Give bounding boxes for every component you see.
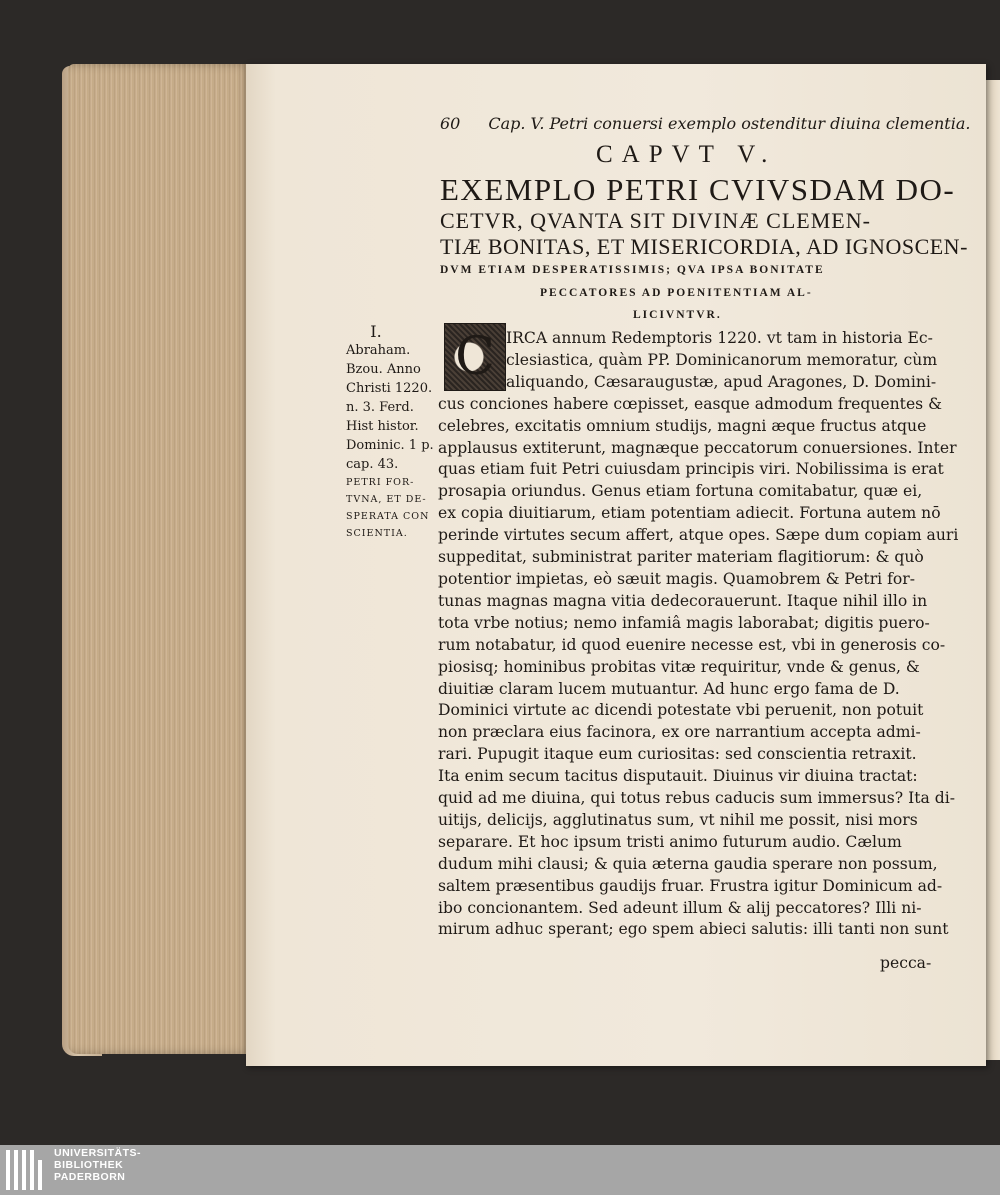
body-line: ibo concionantem. Sed adeunt illum & alij peccatores? Illi ni- [438, 898, 922, 917]
marginal-line: n. 3. Ferd. [346, 400, 414, 415]
marginal-line: Abraham. [346, 343, 411, 358]
body-line: quas etiam fuit Petri cuiusdam principis viri. Nobilissima is erat [438, 460, 944, 479]
marginal-note [346, 322, 434, 542]
marginal-line: Christi 1220. [346, 381, 433, 396]
library-name [54, 1147, 141, 1183]
library-logo-icon [6, 1150, 46, 1190]
body-text [438, 328, 958, 941]
library-name-line: PADERBORN [54, 1171, 126, 1183]
body-line: non præclara eius facinora, ex ore narrantium accepta admi- [438, 723, 921, 742]
body-line: tunas magnas magna vitia dedecorauerunt. Itaque nihil illo in [438, 591, 928, 610]
body-line: aliquando, Cæsaraugustæ, apud Aragones, D. Domini- [506, 372, 937, 391]
body-line: cus conciones habere cœpisset, easque admodum frequentes & [438, 394, 943, 413]
running-head [440, 114, 970, 133]
marginal-line: Dominic. 1 p. [346, 438, 434, 453]
body-line: Ita enim secum tacitus disputauit. Diuinus vir diuina tractat: [438, 767, 918, 786]
heading-line: EXEMPLO PETRI CVIVSDAM DO- [440, 172, 956, 207]
body-line: potentior impietas, eò sæuit magis. Quamobrem & Petri for- [438, 569, 915, 588]
catchword: pecca- [880, 954, 932, 972]
body-line: ex copia diuitiarum, etiam potentiam adiecit. Fortuna autem nō [438, 504, 941, 523]
body-line: rum notabatur, id quod euenire necesse est, vbi in generosis co- [438, 635, 946, 654]
page-number: 60 [440, 114, 461, 133]
marginal-smallcaps-line: SPERATA CON [346, 511, 430, 522]
marginal-number: I. [370, 322, 382, 341]
library-footer-bar [0, 1145, 1000, 1195]
body-line: Dominici virtute ac dicendi potestate vbi peruenit, non potuit [438, 701, 924, 720]
running-head-text: Cap. V. Petri conuersi exemplo ostenditur diuina clementia. [488, 114, 971, 133]
body-line: IRCA annum Redemptoris 1220. vt tam in historia Ec- [506, 329, 933, 347]
body-line: tota vrbe notius; nemo infamiâ magis laborabat; digitis puero- [438, 613, 930, 632]
heading-line: TIÆ BONITAS, ET MISERICORDIA, AD IGNOSCEN- [440, 234, 968, 259]
library-name-line: BIBLIOTHEK [54, 1159, 124, 1171]
heading-line: LICIVNTVR. [633, 309, 722, 321]
body-line: separare. Et hoc ipsum tristi animo futurum audio. Cælum [438, 832, 902, 851]
body-line: rari. Pupugit itaque eum curiositas: sed conscientia retraxit. [438, 745, 917, 764]
body-line: celebres, excitatis omnium studijs, magni æque fructus atque [438, 416, 927, 435]
body-line: dudum mihi clausi; & quia æterna gaudia sperare non possum, [438, 854, 938, 873]
body-line: clesiastica, quàm PP. Dominicanorum memoratur, cùm [506, 350, 938, 369]
body-line: saltem præsentibus gaudijs fruar. Frustra igitur Dominicum ad- [438, 876, 943, 895]
body-line: piosisq; hominibus probitas vitæ requiritur, vnde & genus, & [438, 657, 920, 676]
heading-line: PECCATORES AD POENITENTIAM AL- [540, 287, 813, 299]
next-page-edge [986, 80, 1000, 1060]
marginal-smallcaps-line: SCIENTIA. [346, 528, 408, 539]
body-line: quid ad me diuina, qui totus rebus caducis sum immersus? Ita di- [438, 789, 956, 808]
marginal-line: Bzou. Anno [346, 362, 421, 377]
heading-line: DVM ETIAM DESPERATISSIMIS; QVA IPSA BONITATE [440, 264, 825, 276]
body-line: uitijs, delicijs, agglutinatus sum, vt nihil me possit, nisi mors [438, 810, 918, 829]
marginal-smallcaps-line: PETRI FOR- [346, 477, 415, 488]
body-line: suppeditat, subministrat pariter materiam flagitiorum: & quò [438, 548, 924, 567]
marginal-line: Hist histor. [346, 419, 419, 434]
chapter-title: CAPVT V. [596, 141, 777, 168]
marginal-smallcaps-line: TVNA, ET DE- [346, 494, 427, 505]
body-line: diuitiæ claram lucem mutuantur. Ad hunc ergo fama de D. [438, 679, 900, 698]
page-fore-edge [68, 64, 252, 1054]
body-line: mirum adhuc sperant; ego spem abieci salutis: illi tanti non sunt [438, 920, 949, 939]
body-line: applausus extiterunt, magnæque peccatorum conuersiones. Inter [438, 438, 957, 457]
decorated-initial: C [444, 323, 506, 391]
marginal-line: cap. 43. [346, 457, 399, 472]
body-line: prosapia oriundus. Genus etiam fortuna comitabatur, quæ ei, [438, 482, 923, 501]
library-name-line: UNIVERSITÄTS- [54, 1147, 142, 1159]
heading-line: CETVR, QVANTA SIT DIVINÆ CLEMEN- [440, 208, 871, 233]
body-line: perinde virtutes secum affert, atque opes. Sæpe dum copiam auri [438, 526, 959, 545]
